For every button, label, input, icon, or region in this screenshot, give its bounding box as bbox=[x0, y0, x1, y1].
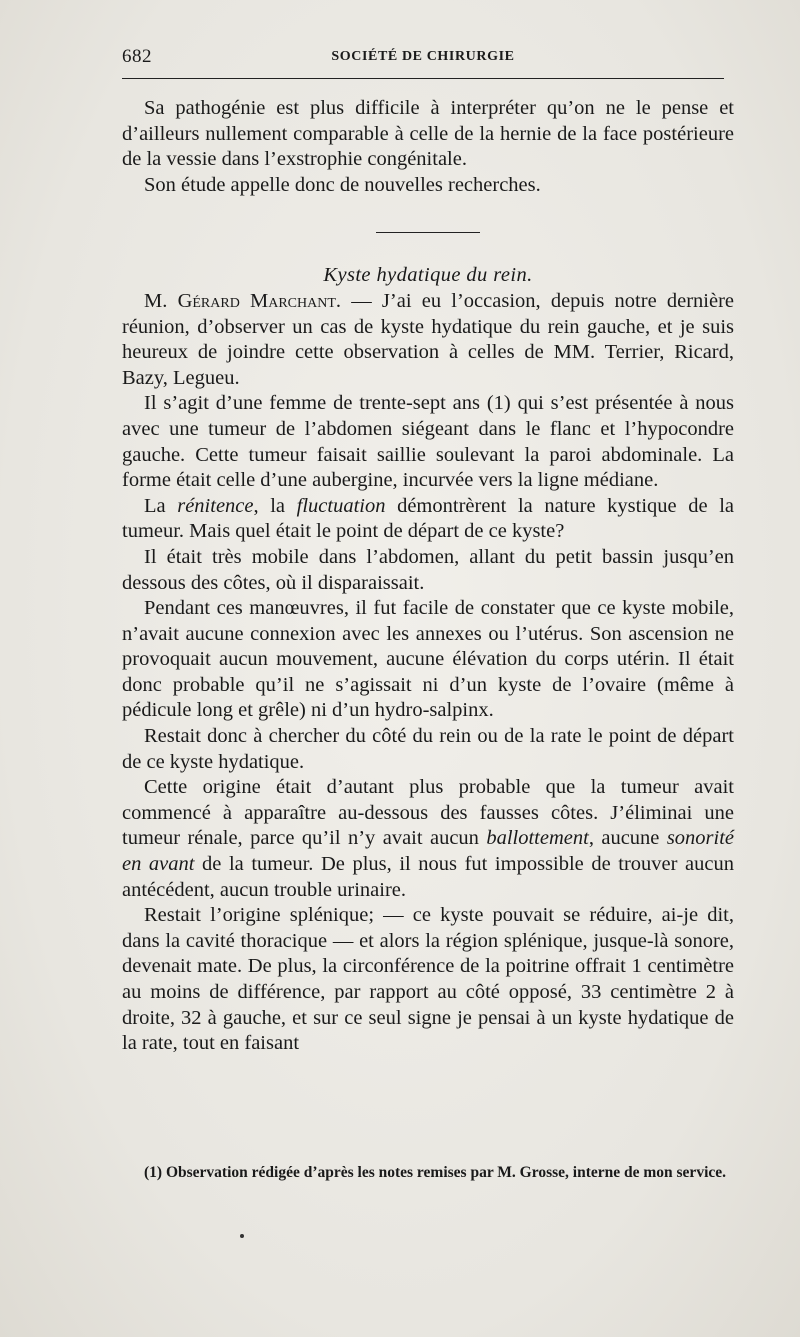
paragraph-intro-2: Son étude appelle donc de nouvelles recherches. bbox=[144, 173, 541, 196]
text-run: Cette origine était d’autant plus probable que la tumeur avait commencé à apparaître au-dessous des fausses côtes. J’éliminai une tumeur rénale, parce qu’il n’y avait aucun bbox=[122, 776, 734, 850]
paragraph-2 bbox=[122, 494, 734, 545]
page-header bbox=[122, 46, 724, 70]
paragraph-intro-1: Sa pathogénie est plus difficile à interpréter qu’on ne le pense et d’ailleurs nullement comparable à celle de la hernie de la face postérieure de la vessie dans l’exstrophie congénitale. bbox=[122, 97, 734, 171]
header-rule bbox=[122, 78, 724, 79]
paragraph-speaker bbox=[122, 289, 734, 391]
ink-speck bbox=[240, 1234, 244, 1238]
running-head: SOCIÉTÉ DE CHIRURGIE bbox=[331, 49, 515, 64]
footnote-text: (1) Observation rédigée d’après les notes remises par M. Grosse, interne de mon service. bbox=[144, 1164, 727, 1181]
text-run: démontrèrent la nature kystique de la tumeur. Mais quel était le point de départ de ce kyste? bbox=[122, 494, 735, 543]
speaker-name: Gérard Marchant bbox=[177, 289, 336, 312]
footnote bbox=[122, 1162, 734, 1183]
text-run: de la tumeur. De plus, il nous fut impossible de trouver aucun antécédent, aucun trouble urinaire. bbox=[122, 853, 734, 901]
paragraph-7: Restait l’origine splénique; — ce kyste pouvait se réduire, ai-je dit, dans la cavité thoracique — et alors la région splénique, jusque-là sonore, devenait mate. De plus, la circonférence de la poitrine offrait 1 centimètre au moins de différence, par rapport au côté opposé, 33 centimètre 2 à droite, 32 à gauche, et sur ce seul signe je pensai à un kyste hydatique de la rate, tout en faisant bbox=[122, 904, 734, 1055]
text-run: La bbox=[144, 494, 178, 517]
paragraph-6 bbox=[122, 775, 734, 903]
section-title: Kyste hydatique du rein. bbox=[323, 264, 533, 287]
text-run: , la bbox=[253, 494, 297, 517]
emphasis-renitence: rénitence bbox=[177, 494, 254, 517]
paragraph-3: Il était très mobile dans l’abdomen, allant du petit bassin jusqu’en dessous des côtes, où il disparaissait. bbox=[122, 545, 734, 594]
section-separator bbox=[376, 232, 480, 233]
paragraph-1: Il s’agit d’une femme de trente-sept ans (1) qui s’est présentée à nous avec une tumeur de l’abdomen siégeant dans le flanc et l’hypocondre gauche. Cette tumeur faisait saillie soulevant la paroi abdominale. La forme était celle d’une aubergine, incurvée vers la ligne médiane. bbox=[122, 392, 734, 492]
paragraph-4: Pendant ces manœuvres, il fut facile de constater que ce kyste mobile, n’avait aucune connexion avec les annexes ou l’utérus. Son ascension ne provoquait aucun mouvement, aucune élévation du corps utérin. Il était donc probable qu’il ne s’agissait ni d’un kyste de l’ovaire (même à pédicule long et grêle) ni d’un hydro-salpinx. bbox=[122, 597, 734, 722]
speaker-text: . — J’ai eu l’occasion, depuis notre dernière réunion, d’observer un cas de kyste hydatique du rein gauche, et je suis heureux de joindre cette observation à celles de MM. Terrier, Ricard, Bazy, Legueu. bbox=[122, 289, 735, 389]
paragraph-5: Restait donc à chercher du côté du rein ou de la rate le point de départ de ce kyste hydatique. bbox=[122, 725, 734, 773]
text-run: , aucune bbox=[588, 827, 667, 850]
emphasis-fluctuation: fluctuation bbox=[296, 494, 386, 517]
page-number: 682 bbox=[122, 46, 152, 67]
speaker-prefix: M. bbox=[144, 289, 178, 312]
emphasis-sonorite: sonorité en avant bbox=[122, 827, 735, 876]
emphasis-ballottement: ballottement bbox=[486, 827, 589, 850]
main-text bbox=[122, 96, 734, 1057]
